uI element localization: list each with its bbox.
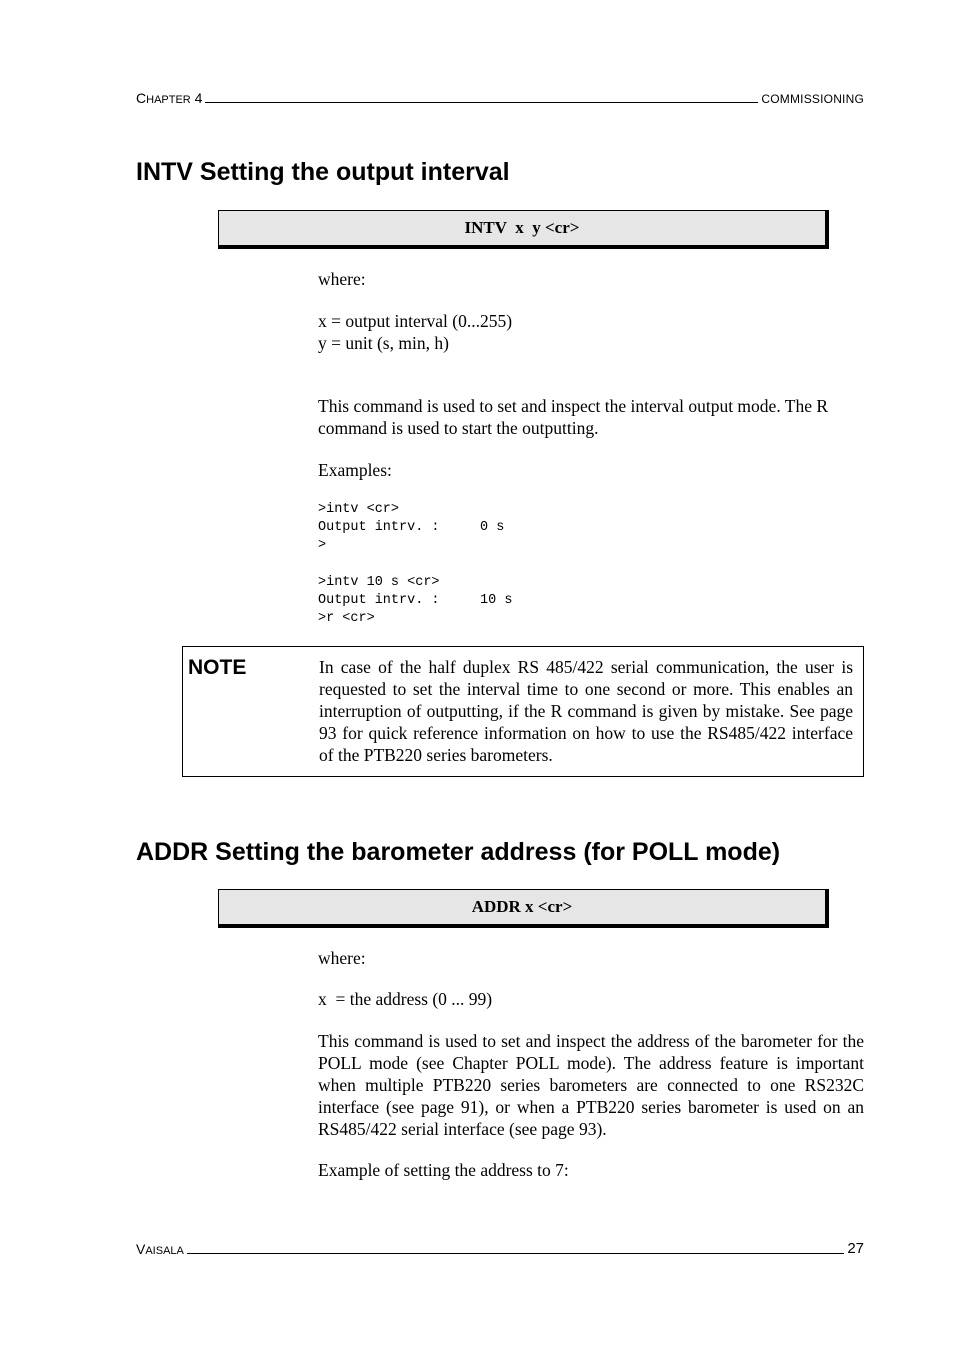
footer-brand-initial: V <box>136 1241 146 1257</box>
footer-rule <box>187 1252 844 1254</box>
page-number: 27 <box>847 1240 864 1257</box>
header-chapter-number: 4 <box>194 90 203 106</box>
note-label: NOTE <box>188 656 247 679</box>
intv-param-x: x = output interval (0...255) <box>318 311 513 331</box>
note-text: In case of the half duplex RS 485/422 serial communication, the user is requested to set the interval time to one second or more. This enables an interruption of outputting, if the R command is given by mistake. See page 93 for quick reference information on how to use the RS485/422 interface of the PTB220 series barometers. <box>319 657 853 765</box>
header-chapter-initial: C <box>136 90 147 106</box>
header-section: COMMISSIONING <box>761 92 864 106</box>
intv-command-box: INTV x y <cr> <box>218 210 829 249</box>
addr-command-box: ADDR x <cr> <box>218 889 829 928</box>
intv-examples-label: Examples: <box>318 460 392 480</box>
intv-where: where: <box>318 269 366 289</box>
intv-param-y: y = unit (s, min, h) <box>318 333 449 353</box>
addr-heading: ADDR Setting the barometer address (for POLL mode) <box>136 838 781 866</box>
intv-heading: INTV Setting the output interval <box>136 158 510 186</box>
running-header <box>136 90 864 106</box>
header-rule <box>205 101 758 103</box>
intv-example-code: >intv <cr> Output intrv. : 0 s > >intv 10 s <cr> Output intrv. : 10 s >r <cr> <box>318 502 513 627</box>
running-footer <box>136 1240 864 1257</box>
addr-example-label: Example of setting the address to 7: <box>318 1160 569 1180</box>
addr-description: This command is used to set and inspect the address of the barometer for the POLL mode (see Chapter POLL mode). The address feature is important when multiple PTB220 series barometers are connected to one RS232C interface (see page 91), or when a PTB220 series barometer is used on an RS485/422 serial interface (see page 93). <box>318 1031 864 1139</box>
note-box <box>182 646 864 777</box>
footer-brand-word: AISALA <box>145 1245 184 1257</box>
addr-param-x: x = the address (0 ... 99) <box>318 989 493 1009</box>
intv-description: This command is used to set and inspect the interval output mode. The R command is used to start the outputting. <box>318 396 829 438</box>
addr-where: where: <box>318 948 366 968</box>
header-chapter-word: HAPTER <box>146 94 191 106</box>
